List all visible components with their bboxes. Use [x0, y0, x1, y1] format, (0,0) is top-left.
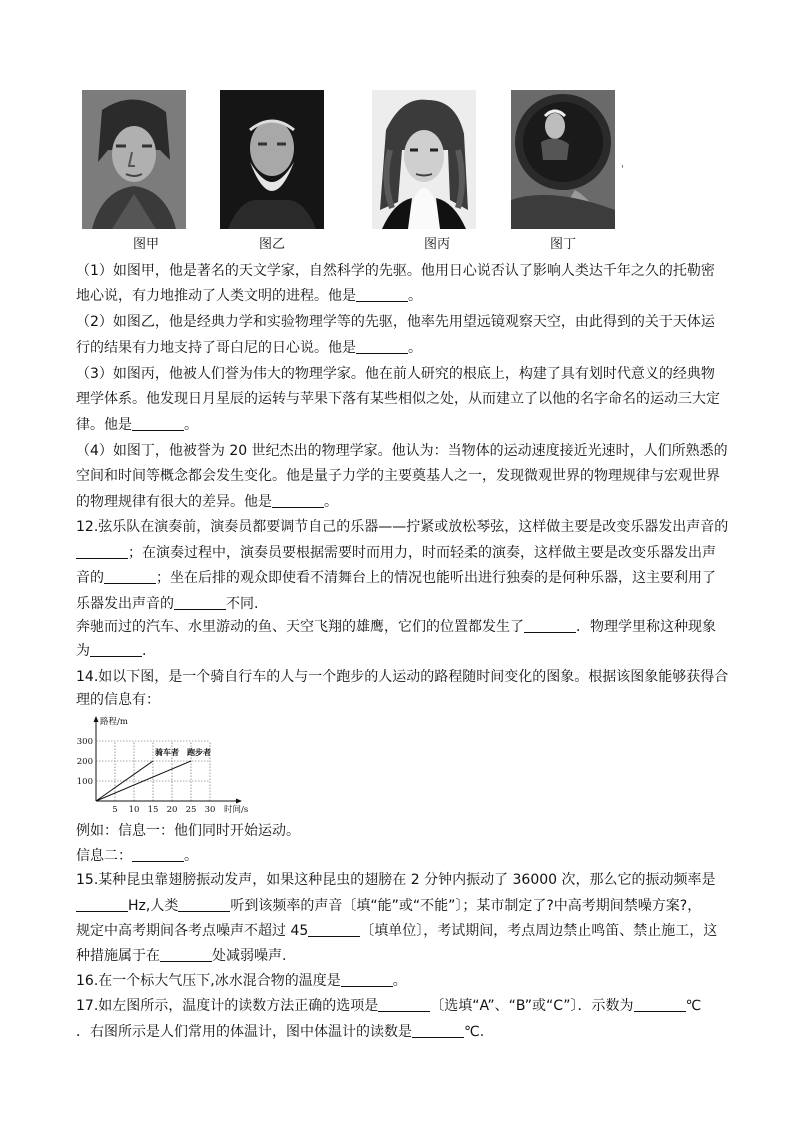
portrait-ding-image	[511, 90, 615, 229]
q11-p4-line2: 空间和时间等概念都会发生变化。他是量子力学的主要奠基人之一，发现微观世界的物理规律与宏观世界	[76, 468, 720, 484]
q12-line2	[76, 545, 716, 562]
answer-blank	[308, 923, 360, 937]
x-tick-label-30: 30	[204, 805, 216, 815]
q13-line1-text-a: 奔驰而过的汽车、水里游动的鱼、天空飞翔的雄鹰，它们的位置都发生了	[76, 619, 524, 635]
caption-jia: 图甲	[132, 237, 159, 252]
q11-p3-end: 。	[184, 417, 198, 433]
q13-line2-text-b: .	[142, 643, 147, 659]
x-tick-label-15: 15	[147, 805, 159, 815]
answer-blank	[524, 619, 576, 633]
series-label-2: 跑步者	[187, 747, 211, 757]
y-tick-label-100: 100	[76, 777, 93, 787]
q15-line2-text-b: Hz,人类	[128, 898, 179, 914]
q11-p1-line2	[76, 288, 422, 305]
q12-line3	[76, 570, 716, 587]
portrait-bing-image	[372, 90, 476, 229]
q14-info2	[76, 848, 198, 865]
q13-line1	[76, 619, 716, 636]
q14-info2-text: 信息二：	[76, 848, 132, 864]
q11-p4-end: 。	[324, 494, 338, 510]
answer-blank	[634, 998, 686, 1012]
answer-blank	[132, 417, 184, 431]
answer-blank	[356, 288, 408, 302]
y-tick-label-300: 300	[76, 737, 93, 747]
x-tick-label-5: 5	[112, 805, 118, 815]
q17-line1-text-c: ℃	[685, 998, 702, 1014]
answer-blank	[341, 973, 393, 987]
q16-text: 16.在一个标大气压下,冰水混合物的温度是	[76, 973, 341, 989]
q17-line1-text-b: 〔选填“A”、“B”或“C”〕．示数为	[430, 998, 634, 1014]
answer-blank	[132, 848, 184, 862]
q13-line1-text-b: ．物理学里称这种现象	[576, 619, 716, 635]
q11-p3-line3	[76, 417, 198, 434]
answer-blank	[76, 545, 128, 559]
q14-info2-end: 。	[184, 848, 198, 864]
q17-line2-text-a: ．右图所示是人们常用的体温计，图中体温计的读数是	[76, 1024, 412, 1040]
answer-blank	[272, 494, 324, 508]
q17-line2-text-b: ℃.	[464, 1024, 485, 1040]
q11-p2-line1: （2）如图乙，他是经典力学和实验物理学等的先驱，他率先用望远镜观察天空，由此得到的关于天体运	[76, 314, 715, 330]
q11-p3-line2: 理学体系。他发现日月星辰的运转与苹果下落有某些相似之处，从而建立了以他的名字命名的运动三大定	[76, 391, 720, 407]
x-tick-label-25: 25	[185, 805, 197, 815]
portrait-jia-image	[82, 90, 186, 229]
answer-blank	[160, 948, 212, 962]
x-axis-label: 时间/s	[224, 805, 249, 815]
y-axis-arrow	[94, 716, 99, 722]
q12-line4-text-a: 乐器发出声音的	[76, 596, 174, 612]
answer-blank	[356, 340, 408, 354]
y-axis-label: 路程/m	[100, 717, 128, 727]
q14-line1: 14.如以下图，是一个骑自行车的人与一个跑步的人运动的路程随时间变化的图象。根据该图象能够获得合	[76, 669, 729, 685]
series-label-1: 骑车者	[155, 747, 179, 757]
portrait-yi-image	[220, 90, 324, 229]
q14-example: 例如：信息一：他们同时开始运动。	[76, 823, 300, 839]
q11-p4-text: 的物理规律有很大的差异。他是	[76, 494, 272, 510]
q15-line2-text-c: 听到该频率的声音〔填“能”或“不能”〕；某市制定了?中高考期间禁噪方案?，	[230, 898, 702, 914]
q15-line3-text-b: 〔填单位〕，考试期间，考点周边禁止鸣笛、禁止施工，这	[360, 923, 718, 939]
q11-p3-line1: （3）如图丙，他被人们誉为伟大的物理学家。他在前人研究的根底上，构建了具有划时代意义的经典物	[76, 366, 715, 382]
q12-line4	[76, 596, 258, 613]
answer-blank	[378, 998, 430, 1012]
q15-line3-text-a: 规定中高考期间各考点噪声不超过 45	[76, 923, 309, 939]
q13-line2-text-a: 为	[76, 643, 90, 659]
q15-line4-text-a: 种措施属于在	[76, 948, 160, 964]
q11-p1-line1: （1）如图甲，他是著名的天文学家，自然科学的先驱。他用日心说否认了影响人类达千年之久的托勒密	[76, 263, 715, 279]
y-tick-label-200: 200	[76, 757, 93, 767]
distance-time-chart	[72, 714, 272, 818]
x-tick-label-20: 20	[166, 805, 178, 815]
q11-p4-line3	[76, 494, 338, 511]
caption-yi: 图乙	[258, 237, 285, 252]
q11-p2-line2	[76, 340, 422, 357]
q11-p1-end: 。	[408, 288, 422, 304]
q13-line2	[76, 643, 146, 660]
q14-line2: 理的信息有：	[76, 692, 160, 708]
q17-line1	[76, 998, 701, 1015]
q12-line3-text-a: 音的	[76, 570, 104, 586]
q11-p4-line1: （4）如图丁，他被誉为 20 世纪杰出的物理学家。他认为：当物体的运动速度接近光速时，人们所熟悉的	[76, 443, 728, 459]
q15-line4	[76, 948, 286, 965]
q15-line4-text-b: 处减弱噪声.	[212, 948, 287, 964]
q11-p2-end: 。	[408, 340, 422, 356]
q11-p2-text: 行的结果有力地支持了哥白尼的日心说。他是	[76, 340, 356, 356]
q12-line2-text: ；在演奏过程中，演奏员要根据需要时而用力，时而轻柔的演奏，这样做主要是改变乐器发出声	[128, 545, 716, 561]
answer-blank	[178, 898, 230, 912]
stray-mark: '	[621, 164, 624, 175]
answer-blank	[90, 643, 142, 657]
q17-line2	[76, 1024, 484, 1041]
q15-line1: 15.某种昆虫靠翅膀振动发声，如果这种昆虫的翅膀在 2 分钟内振动了 36000 次，那么它的振动频率是	[76, 872, 716, 888]
caption-ding: 图丁	[549, 237, 576, 252]
x-axis-arrow	[236, 799, 242, 804]
answer-blank	[412, 1024, 464, 1038]
q12-line4-text-b: 不同.	[226, 596, 259, 612]
answer-blank	[104, 570, 156, 584]
q15-line3	[76, 923, 717, 940]
q11-p3-text: 律。他是	[76, 417, 132, 433]
q15-line2	[76, 898, 701, 915]
caption-bing: 图丙	[423, 237, 450, 252]
q11-p1-text: 地心说，有力地推动了人类文明的进程。他是	[76, 288, 356, 304]
answer-blank	[174, 596, 226, 610]
chart-svg	[72, 714, 272, 818]
series-line-2	[96, 761, 191, 801]
answer-blank	[76, 898, 128, 912]
q16-end: 。	[392, 973, 407, 989]
q12-line1: 12.弦乐队在演奏前，演奏员都要调节自己的乐器——拧紧或放松琴弦，这样做主要是改变乐器发出声音的	[76, 519, 729, 535]
q16-line1	[76, 973, 407, 990]
x-tick-label-10: 10	[128, 805, 140, 815]
q17-line1-text-a: 17.如左图所示，温度计的读数方法正确的选项是	[76, 998, 379, 1014]
q12-line3-text-b: ；坐在后排的观众即使看不清舞台上的情况也能听出进行独奏的是何种乐器，这主要利用了	[156, 570, 716, 586]
